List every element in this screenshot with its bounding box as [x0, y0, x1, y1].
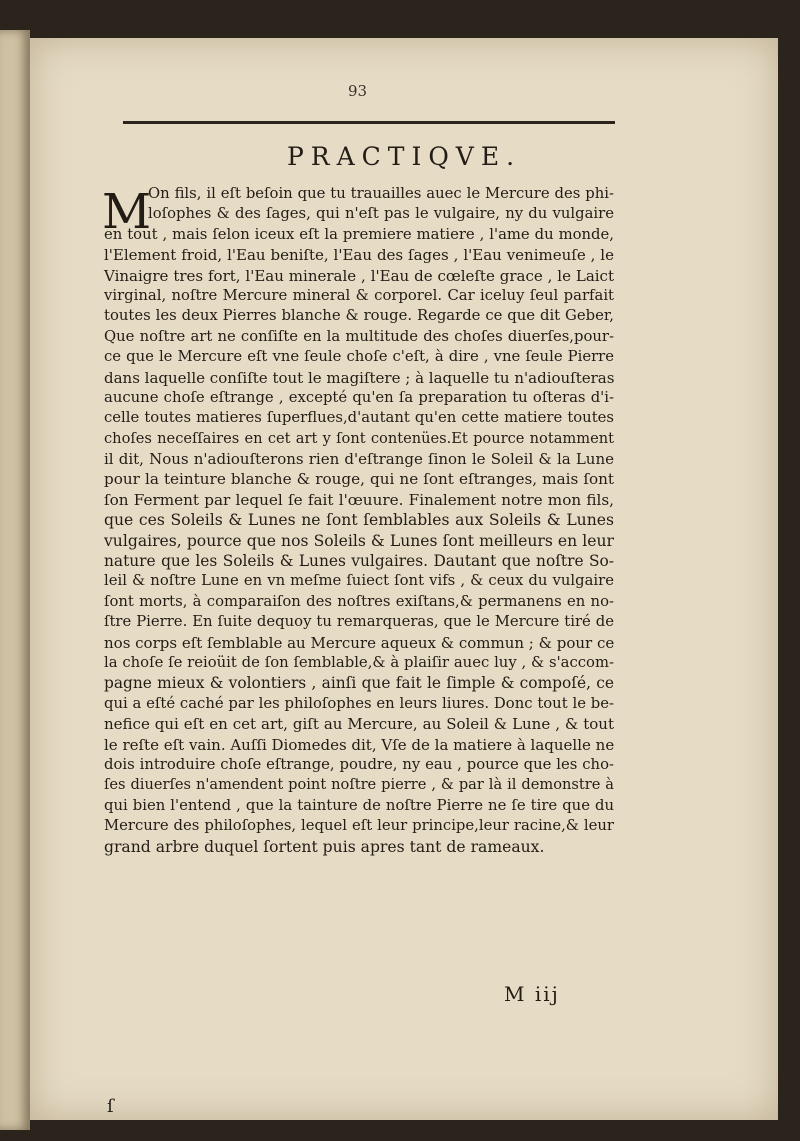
- text-line: ſtre Pierre. En ſuite dequoy tu remarqueras, que le Mercure tiré de: [104, 613, 614, 631]
- text-line: la choſe ſe reioüit de ſon ſemblable,& à plaiſir auec luy , & s'accom-: [104, 653, 614, 671]
- text-line: nos corps eſt ſemblable au Mercure aqueux & commun ; & pour ce: [104, 633, 615, 652]
- text-line: virginal, noſtre Mercure mineral & corporel. Car iceluy ſeul parfait: [104, 286, 614, 304]
- text-line: ſon Ferment par lequel ſe fait l'œuure. Finalement notre mon fils,: [104, 490, 614, 509]
- text-line: le reſte eſt vain. Auſſi Diomedes dit, Vſe de la matiere à laquelle ne: [104, 735, 615, 754]
- text-line: qui bien l'entend , que la tainture de noſtre Pierre ne ſe tire que du: [104, 796, 614, 814]
- page-number: 93: [348, 82, 368, 100]
- text-line: aucune choſe eſtrange , excepté qu'en ſa preparation tu oſteras d'i-: [104, 388, 614, 406]
- text-line: qui a eſté caché par les philoſophes en leurs liures. Donc tout le be-: [104, 694, 614, 712]
- text-line: nature que les Soleils & Lunes vulgaires. Dautant que noſtre So-: [104, 552, 614, 571]
- drop-capital: M: [102, 184, 152, 240]
- header-rule: [123, 121, 615, 124]
- text-line: ce que le Mercure eſt vne ſeule choſe c'eſt, à dire , vne ſeule Pierre: [104, 348, 614, 366]
- text-line: l'Element froid, l'Eau beniſte, l'Eau des ſages , l'Eau venimeuſe , le: [104, 246, 614, 265]
- text-line: dans laquelle conſiſte tout le magiſtere ; à laquelle tu n'adiouſteras: [104, 368, 615, 387]
- text-line: en tout , mais ſelon iceux eſt la premiere matiere , l'ame du monde,: [104, 225, 614, 243]
- text-line: dois introduire choſe eſtrange, poudre, ny eau , pource que les cho-: [104, 755, 614, 773]
- text-line: On fils, il eſt beſoin que tu trauailles auec le Mercure des phi-: [148, 185, 614, 202]
- text-line: vulgaires, pource que nos Soleils & Lunes ſont meilleurs en leur: [104, 531, 614, 550]
- text-line: loſophes & des ſages, qui n'eſt pas le vulgaire, ny du vulgaire: [148, 205, 614, 223]
- text-line: toutes les deux Pierres blanche & rouge. Regarde ce que dit Geber,: [104, 307, 614, 325]
- text-line: choſes neceſſaires en cet art y ſont contenües.Et pource notamment: [104, 429, 614, 447]
- text-line: celle toutes matieres ſuperflues,d'autant qu'en cette matiere toutes: [104, 409, 614, 427]
- text-line: pagne mieux & volontiers , ainſi que fait le ſimple & compoſé, ce: [104, 674, 614, 693]
- text-line: ſont morts, à comparaiſon des noſtres exiſtans,& permanens en no-: [104, 592, 614, 610]
- text-line: Que noſtre art ne conſiſte en la multitude des choſes diuerſes,pour-: [104, 327, 614, 345]
- text-line: Vinaigre tres fort, l'Eau minerale , l'Eau de cœleſte grace , le Laict: [104, 266, 614, 285]
- text-line: pour la teinture blanche & rouge, qui ne ſont eſtranges, mais ſont: [104, 470, 614, 489]
- text-line: ſes diuerſes n'amendent point noſtre pierre , & par là il demonstre à: [104, 776, 614, 794]
- text-line: que ces Soleils & Lunes ne ſont ſemblables aux Soleils & Lunes: [104, 511, 614, 530]
- page-title: PRACTIQVE.: [286, 142, 522, 171]
- body-text: [104, 184, 614, 857]
- text-line: grand arbre duquel ſortent puis apres tant de rameaux.: [104, 837, 545, 856]
- text-line: leil & noſtre Lune en vn meſme ſuiect ſont vifs , & ceux du vulgaire: [104, 572, 614, 590]
- book-page: [30, 38, 778, 1120]
- text-line: il dit, Nous n'adiouſterons rien d'eſtrange ſinon le Soleil & la Lune: [104, 450, 614, 469]
- margin-mark: ſ: [107, 1096, 114, 1117]
- facing-page-edge: [0, 30, 30, 1130]
- text-line: nefice qui eſt en cet art, giſt au Mercure, au Soleil & Lune , & tout: [104, 715, 614, 734]
- signature-mark: M iij: [504, 982, 560, 1006]
- text-line: Mercure des philoſophes, lequel eſt leur principe,leur racine,& leur: [104, 817, 614, 835]
